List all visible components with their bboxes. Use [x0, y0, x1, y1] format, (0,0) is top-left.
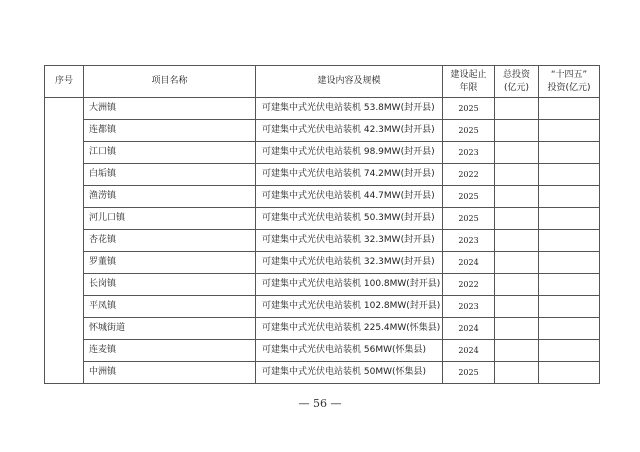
year-cell: 2023 — [443, 230, 495, 252]
plan-investment-cell — [539, 164, 600, 186]
investment-cell — [495, 362, 539, 384]
year-cell: 2024 — [443, 252, 495, 274]
project-name-cell: 长岗镇 — [84, 274, 256, 296]
header-seq: 序号 — [45, 66, 84, 98]
table-row — [45, 362, 600, 384]
content-cell: 可建集中式光伏电站装机 44.7MW(封开县) — [256, 186, 443, 208]
investment-cell — [495, 186, 539, 208]
page-number: — 56 — — [298, 397, 342, 410]
project-name-cell: 渔涝镇 — [84, 186, 256, 208]
plan-investment-cell — [539, 296, 600, 318]
plan-investment-cell — [539, 230, 600, 252]
plan-investment-cell — [539, 208, 600, 230]
table-row — [45, 274, 600, 296]
plan-investment-cell — [539, 318, 600, 340]
seq-cell — [45, 98, 84, 384]
investment-cell — [495, 318, 539, 340]
project-name-cell: 大洲镇 — [84, 98, 256, 120]
header-plan-line2: 投资(亿元) — [547, 82, 591, 93]
investment-cell — [495, 274, 539, 296]
table-row — [45, 98, 600, 120]
project-name-cell: 罗董镇 — [84, 252, 256, 274]
content-cell: 可建集中式光伏电站装机 56MW(怀集县) — [256, 340, 443, 362]
year-cell: 2024 — [443, 340, 495, 362]
project-name-cell: 白垢镇 — [84, 164, 256, 186]
table-row — [45, 252, 600, 274]
investment-cell — [495, 252, 539, 274]
year-cell: 2022 — [443, 274, 495, 296]
header-investment-line2: (亿元) — [503, 82, 530, 93]
investment-cell — [495, 208, 539, 230]
content-cell: 可建集中式光伏电站装机 50MW(怀集县) — [256, 362, 443, 384]
content-cell: 可建集中式光伏电站装机 53.8MW(封开县) — [256, 98, 443, 120]
table-row — [45, 120, 600, 142]
plan-investment-cell — [539, 362, 600, 384]
table-row — [45, 164, 600, 186]
header-name: 项目名称 — [84, 66, 256, 98]
table-body — [45, 98, 600, 384]
project-table — [44, 65, 600, 384]
plan-investment-cell — [539, 186, 600, 208]
header-investment — [495, 66, 539, 98]
year-cell: 2022 — [443, 164, 495, 186]
investment-cell — [495, 296, 539, 318]
header-year — [443, 66, 495, 98]
header-plan-line1: “十四五” — [550, 69, 588, 80]
table-row — [45, 318, 600, 340]
investment-cell — [495, 120, 539, 142]
year-cell: 2025 — [443, 98, 495, 120]
plan-investment-cell — [539, 274, 600, 296]
project-name-cell: 平凤镇 — [84, 296, 256, 318]
investment-cell — [495, 230, 539, 252]
year-cell: 2025 — [443, 120, 495, 142]
year-cell: 2025 — [443, 362, 495, 384]
table-row — [45, 340, 600, 362]
year-cell: 2025 — [443, 186, 495, 208]
table-row — [45, 186, 600, 208]
content-cell: 可建集中式光伏电站装机 50.3MW(封开县) — [256, 208, 443, 230]
table-row — [45, 208, 600, 230]
content-cell: 可建集中式光伏电站装机 102.8MW(封开县) — [256, 296, 443, 318]
content-cell: 可建集中式光伏电站装机 98.9MW(封开县) — [256, 142, 443, 164]
header-plan-investment — [539, 66, 600, 98]
header-investment-line1: 总投资 — [502, 69, 530, 80]
table-row — [45, 142, 600, 164]
plan-investment-cell — [539, 252, 600, 274]
content-cell: 可建集中式光伏电站装机 74.2MW(封开县) — [256, 164, 443, 186]
project-name-cell: 连麦镇 — [84, 340, 256, 362]
table-row — [45, 296, 600, 318]
investment-cell — [495, 142, 539, 164]
project-name-cell: 河儿口镇 — [84, 208, 256, 230]
project-name-cell: 连都镇 — [84, 120, 256, 142]
year-cell: 2023 — [443, 142, 495, 164]
content-cell: 可建集中式光伏电站装机 32.3MW(封开县) — [256, 252, 443, 274]
year-cell: 2024 — [443, 318, 495, 340]
plan-investment-cell — [539, 98, 600, 120]
year-cell: 2025 — [443, 208, 495, 230]
content-cell: 可建集中式光伏电站装机 42.3MW(封开县) — [256, 120, 443, 142]
project-name-cell: 江口镇 — [84, 142, 256, 164]
header-year-line2: 年限 — [459, 82, 478, 93]
content-cell: 可建集中式光伏电站装机 32.3MW(封开县) — [256, 230, 443, 252]
header-year-line1: 建设起止 — [450, 69, 487, 80]
plan-investment-cell — [539, 120, 600, 142]
content-cell: 可建集中式光伏电站装机 225.4MW(怀集县) — [256, 318, 443, 340]
table-header-row — [45, 66, 600, 98]
investment-cell — [495, 340, 539, 362]
plan-investment-cell — [539, 340, 600, 362]
project-name-cell: 怀城街道 — [84, 318, 256, 340]
table-row — [45, 230, 600, 252]
investment-cell — [495, 98, 539, 120]
project-name-cell: 杏花镇 — [84, 230, 256, 252]
year-cell: 2023 — [443, 296, 495, 318]
investment-cell — [495, 164, 539, 186]
header-content: 建设内容及规模 — [256, 66, 443, 98]
plan-investment-cell — [539, 142, 600, 164]
project-name-cell: 中洲镇 — [84, 362, 256, 384]
content-cell: 可建集中式光伏电站装机 100.8MW(封开县) — [256, 274, 443, 296]
